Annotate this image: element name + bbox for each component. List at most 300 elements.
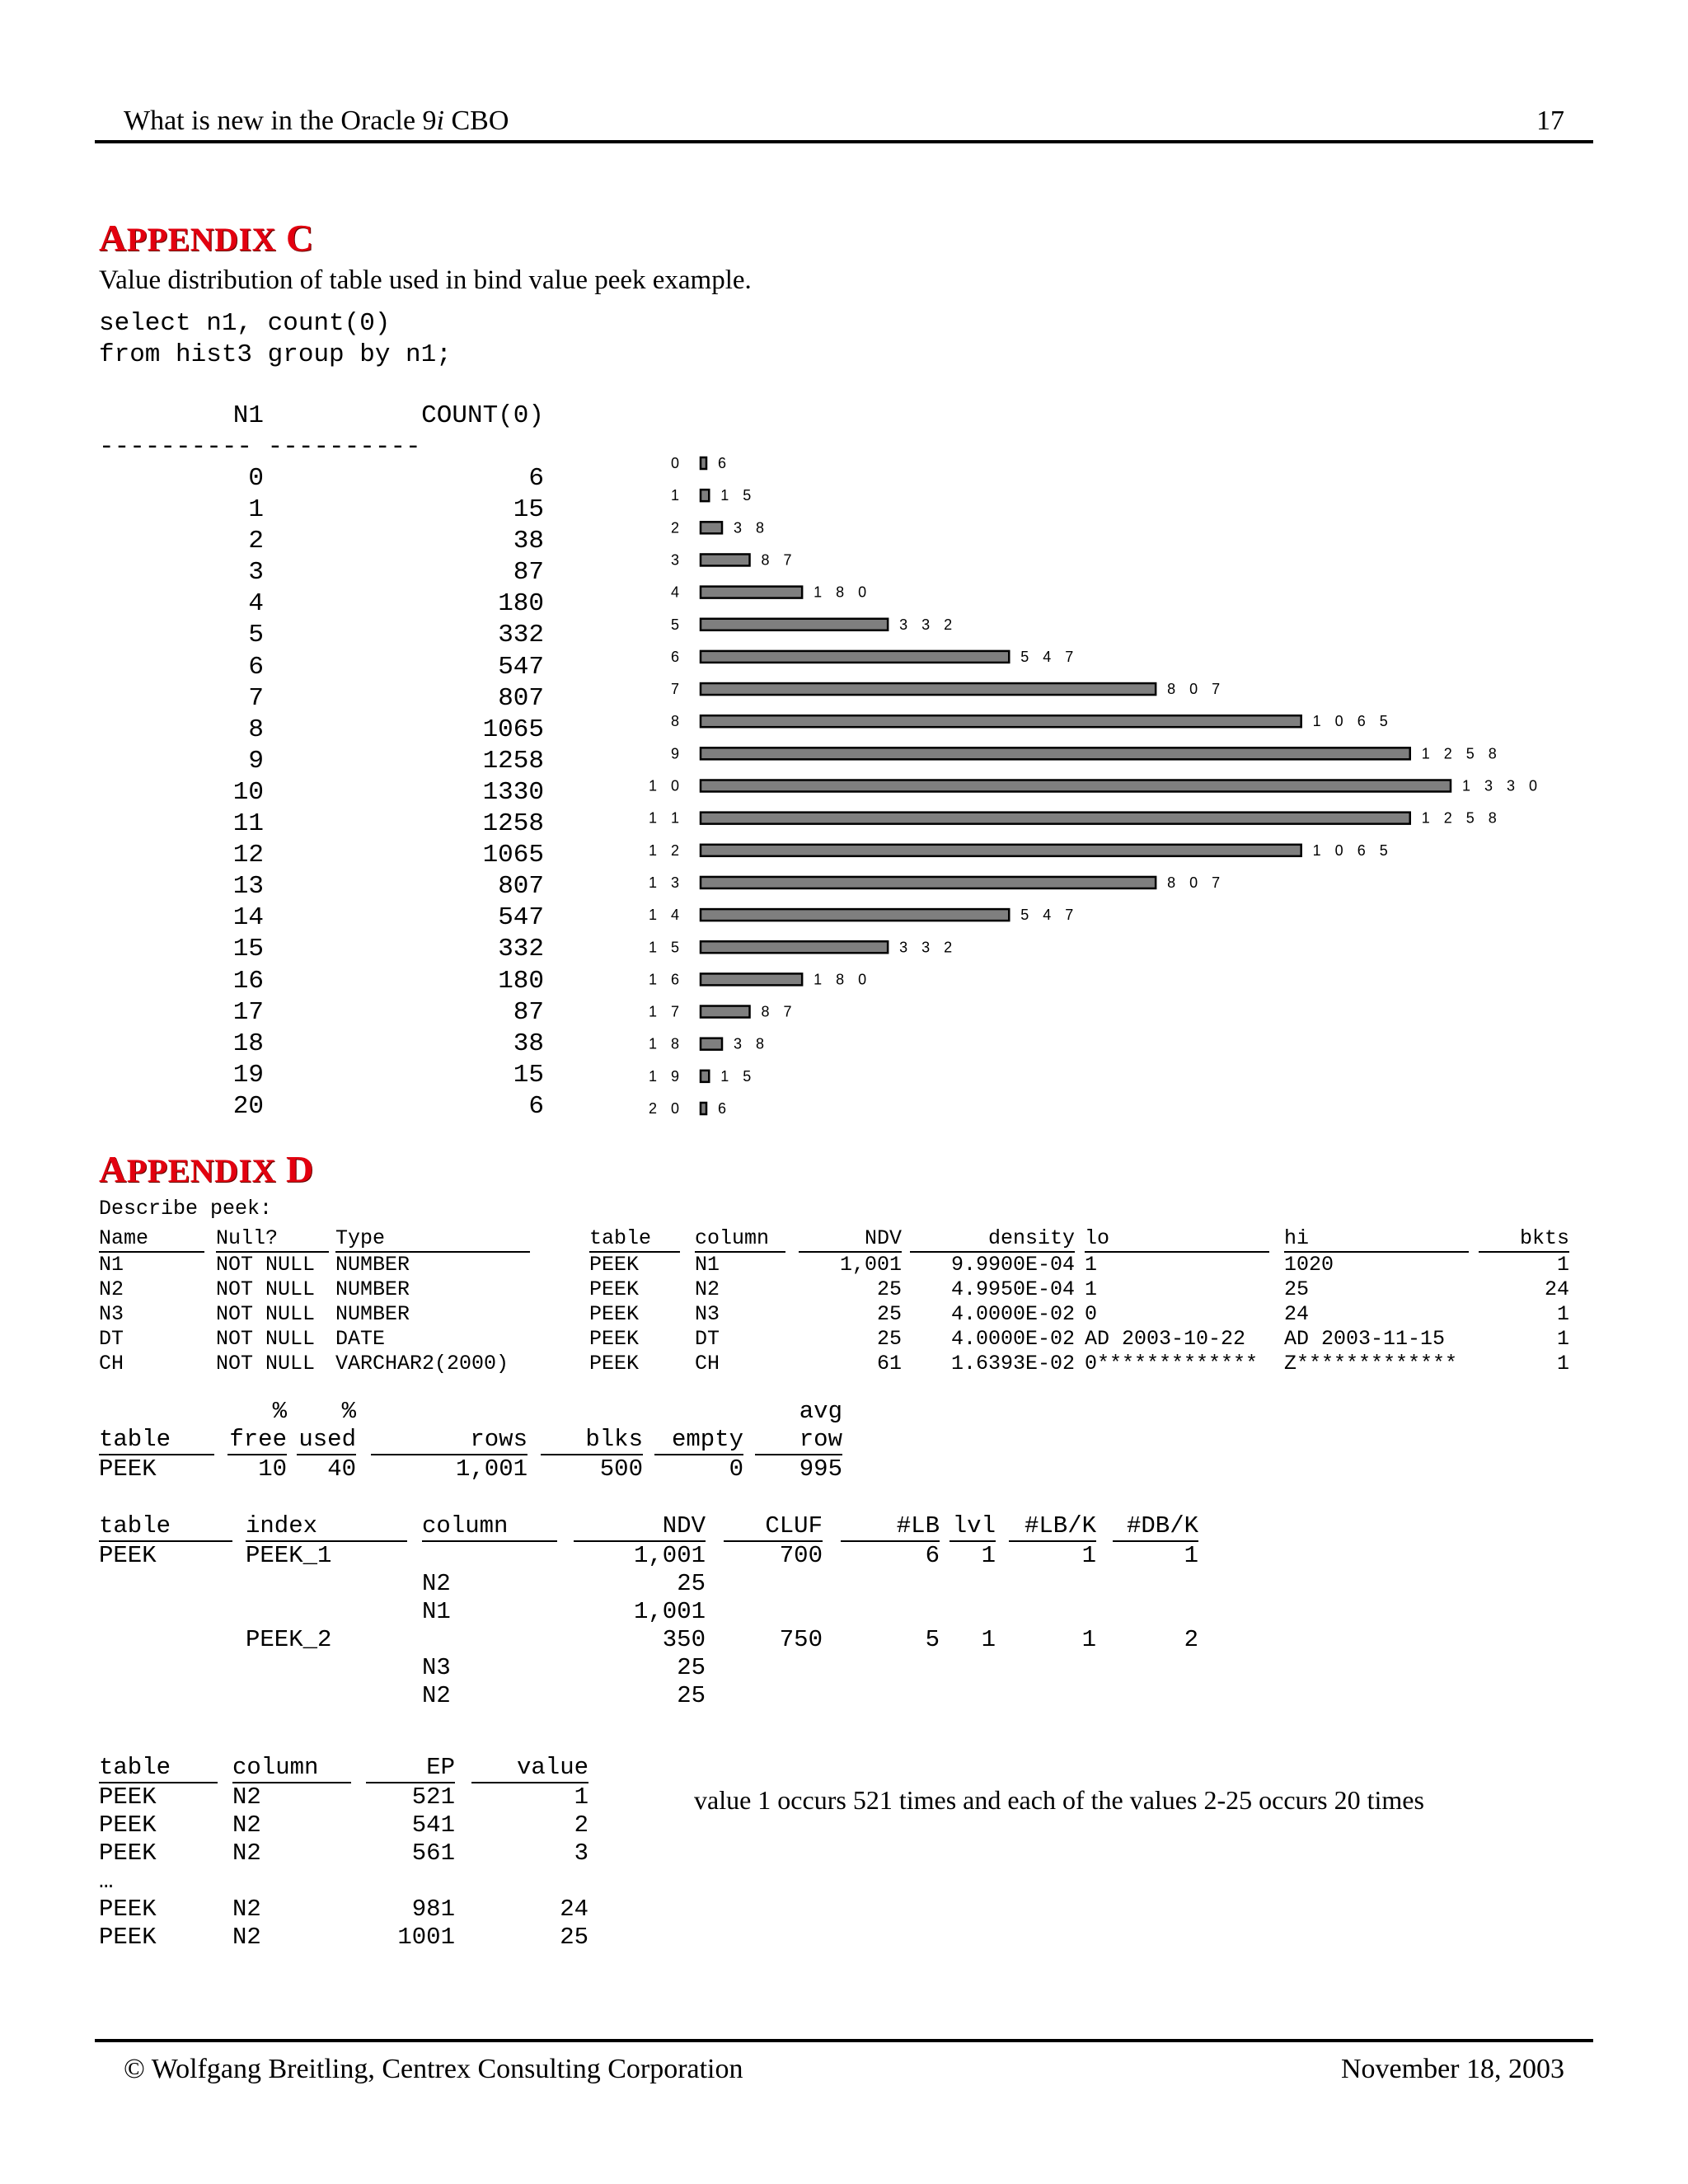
- table-header-cell: empty: [654, 1426, 743, 1455]
- table-cell: 25: [677, 1682, 706, 1709]
- chart-category-label: 1 9: [648, 1067, 684, 1085]
- distribution-bar-chart: [626, 449, 1566, 1129]
- table-header-cell: CLUF: [724, 1512, 823, 1542]
- table-header-cell: used: [297, 1426, 356, 1455]
- chart-value-label: 8 7: [761, 1003, 797, 1020]
- table-cell: PEEK: [99, 1840, 157, 1867]
- table-row: [99, 1253, 1569, 1277]
- table-cell: [950, 1654, 996, 1682]
- chart-bar: [701, 490, 709, 501]
- count-row: [99, 777, 544, 808]
- table-header-cell: NDV: [574, 1512, 706, 1542]
- table-cell: NUMBER: [335, 1277, 410, 1301]
- chart-bar: [701, 522, 722, 533]
- table-header-cell: table: [99, 1754, 218, 1783]
- chart-bar: [701, 877, 1156, 888]
- table-cell: [950, 1570, 996, 1598]
- count-row: [99, 997, 544, 1029]
- table-cell: 25: [677, 1570, 706, 1597]
- table-cell: 4.0000E-02: [950, 1327, 1075, 1351]
- header-rule: [95, 140, 1593, 143]
- table-cell: [1113, 1654, 1198, 1682]
- count-value: 807: [498, 683, 544, 713]
- chart-bar: [701, 651, 1009, 663]
- chart-value-label: 3 8: [734, 1035, 770, 1052]
- appendix-c-heading: [99, 216, 314, 260]
- n1-value: 1: [248, 495, 264, 525]
- table-row: [99, 1302, 1569, 1327]
- footer-copyright: © Wolfgang Breitling, Centrex Consulting Corporation: [124, 2054, 743, 2084]
- chart-category-label: 1 8: [648, 1035, 684, 1052]
- chart-value-label: 1 5: [720, 487, 757, 504]
- n1-value: 6: [248, 652, 264, 682]
- table-cell: NOT NULL: [216, 1327, 316, 1351]
- count-row: [99, 1091, 544, 1122]
- table-row: [99, 1924, 588, 1952]
- table-cell: 10: [258, 1455, 287, 1483]
- count-row: [99, 840, 544, 871]
- table-cell: N3: [99, 1302, 124, 1326]
- count-value: 6: [528, 464, 544, 493]
- count-row: [99, 652, 544, 683]
- count-row: [99, 526, 544, 557]
- table-cell: 1,001: [633, 1598, 706, 1625]
- n1-value: 5: [248, 621, 264, 650]
- table-cell: 9.9900E-04: [950, 1253, 1075, 1277]
- table-cell: 3: [574, 1840, 588, 1867]
- header-title: [124, 105, 509, 137]
- count-row: [99, 715, 544, 746]
- chart-bar: [701, 554, 750, 565]
- table-cell: DATE: [335, 1327, 386, 1351]
- count-value: 180: [498, 589, 544, 619]
- table-header-row: [99, 1226, 1569, 1253]
- chart-bar: [701, 813, 1410, 824]
- n1-value: 3: [248, 558, 264, 588]
- n1-value: 12: [232, 841, 264, 870]
- table-cell: PEEK: [99, 1896, 157, 1923]
- table-cell: 25: [876, 1277, 902, 1301]
- count-value: 332: [498, 621, 544, 650]
- table-cell: 1: [1081, 1542, 1096, 1569]
- histogram-table: [99, 1754, 588, 1952]
- table-cell: [99, 1626, 232, 1654]
- table-cell: 1: [1556, 1352, 1569, 1376]
- table-cell: PEEK: [99, 1783, 157, 1811]
- table-header-cell: free: [227, 1426, 287, 1455]
- table-row: [99, 1277, 1569, 1302]
- n1-value: 11: [232, 809, 264, 839]
- table-header-cell: Type: [335, 1226, 530, 1253]
- table-header-cell: index: [246, 1512, 407, 1542]
- table-header-cell: column: [232, 1754, 351, 1783]
- table-cell: PEEK: [99, 1924, 157, 1951]
- table-header-cell: column: [422, 1512, 557, 1542]
- table-cell: N2: [422, 1570, 451, 1597]
- table-cell: NOT NULL: [216, 1352, 316, 1376]
- table-header-cell: #LB/K: [1009, 1512, 1096, 1542]
- count-row: [99, 746, 544, 777]
- table-cell: PEEK_2: [246, 1626, 332, 1653]
- chart-bar: [701, 973, 802, 985]
- table-cell: [366, 1868, 455, 1896]
- count-value: 547: [498, 652, 544, 682]
- chart-category-label: 1 6: [648, 971, 684, 988]
- table-cell: [841, 1654, 940, 1682]
- count-value: 6: [528, 1091, 544, 1121]
- table-row: [99, 1455, 842, 1483]
- table-cell: [1113, 1598, 1198, 1626]
- chart-category-label: 1 3: [648, 874, 684, 891]
- sql-line: from hist3 group by n1;: [99, 340, 452, 369]
- table-cell: [246, 1598, 407, 1626]
- chart-value-label: 1 8 0: [814, 971, 872, 988]
- chart-bar: [701, 1038, 722, 1050]
- table-cell: N2: [99, 1277, 124, 1301]
- table-row: [99, 1783, 588, 1811]
- table-header-cell: lvl: [950, 1512, 996, 1542]
- table-cell: PEEK: [99, 1542, 157, 1569]
- table-cell: [1009, 1654, 1096, 1682]
- table-cell: N2: [232, 1896, 261, 1923]
- table-cell: 2: [574, 1811, 588, 1839]
- table-cell: 750: [779, 1626, 823, 1653]
- chart-bar: [701, 941, 888, 953]
- table-cell: 1: [1556, 1327, 1569, 1351]
- table-cell: [724, 1570, 823, 1598]
- table-cell: 25: [876, 1302, 902, 1326]
- appendix-c-rest: PPENDIX: [126, 221, 277, 258]
- table-cell: 2: [1184, 1626, 1198, 1653]
- sql-query: [99, 308, 452, 371]
- table-cell: NOT NULL: [216, 1277, 316, 1301]
- table-cell: DT: [99, 1327, 124, 1351]
- table-cell: NUMBER: [335, 1302, 410, 1326]
- table-cell: 700: [779, 1542, 823, 1569]
- table-header-cell: NDV: [799, 1226, 902, 1253]
- table-header-cell: table: [99, 1512, 232, 1542]
- table-cell: [724, 1598, 823, 1626]
- table-cell: DT: [695, 1327, 720, 1351]
- count-value: 1065: [482, 715, 544, 744]
- count-row: [99, 871, 544, 902]
- chart-value-label: 8 0 7: [1167, 681, 1226, 698]
- count-row: [99, 902, 544, 934]
- table-cell: N3: [695, 1302, 720, 1326]
- chart-category-label: 4: [670, 583, 684, 601]
- chart-value-label: 1 0 6 5: [1312, 713, 1393, 730]
- table-row: [99, 1682, 1198, 1710]
- table-cell: 1001: [397, 1924, 455, 1951]
- table-cell: 1: [1184, 1542, 1198, 1569]
- header-dashes: ---------- ----------: [99, 433, 421, 462]
- table-cell: AD 2003-11-15: [1284, 1327, 1446, 1351]
- chart-value-label: 6: [718, 1100, 732, 1117]
- table-cell: N1: [422, 1598, 451, 1625]
- footer-rule: [95, 2039, 1593, 2042]
- count-row: [99, 1060, 544, 1091]
- appendix-d-rest: PPENDIX: [126, 1152, 277, 1189]
- table-cell: 25: [1284, 1277, 1310, 1301]
- appendix-c-cap: A: [99, 217, 127, 259]
- table-cell: 1: [981, 1626, 996, 1653]
- count-row: [99, 1029, 544, 1060]
- table-row: [99, 1598, 1198, 1626]
- table-cell: 1: [574, 1783, 588, 1811]
- table-cell: [371, 1398, 528, 1426]
- count-value: 38: [513, 1029, 544, 1058]
- table-cell: 24: [1544, 1277, 1569, 1301]
- table-cell: 40: [327, 1455, 356, 1483]
- chart-bar: [701, 1103, 706, 1114]
- chart-bar: [701, 909, 1009, 921]
- table-row: [99, 1868, 588, 1896]
- table-cell: [232, 1868, 351, 1896]
- col-n1: N1: [232, 401, 264, 430]
- table-cell: [99, 1682, 232, 1710]
- table-cell: 0: [729, 1455, 743, 1483]
- table-cell: 1,001: [839, 1253, 902, 1277]
- chart-category-label: 1 5: [648, 939, 684, 956]
- table-cell: PEEK: [589, 1352, 640, 1376]
- table-cell: PEEK_1: [246, 1542, 332, 1569]
- table-header-cell: table: [99, 1426, 214, 1455]
- table-cell: [422, 1626, 557, 1654]
- table-cell: N2: [232, 1924, 261, 1951]
- table-cell: [541, 1398, 643, 1426]
- table-cell: 0: [1085, 1302, 1098, 1326]
- table-cell: %: [341, 1398, 356, 1425]
- table-cell: PEEK: [589, 1327, 640, 1351]
- table-cell: 995: [799, 1455, 842, 1483]
- table-cell: PEEK: [99, 1811, 157, 1839]
- table-cell: AD 2003-10-22: [1085, 1327, 1246, 1351]
- n1-value: 17: [232, 997, 264, 1027]
- table-header-cell: row: [755, 1426, 842, 1455]
- chart-value-label: 1 5: [720, 1067, 757, 1085]
- table-cell: [1009, 1682, 1096, 1710]
- table-cell: 500: [599, 1455, 643, 1483]
- n1-value: 4: [248, 589, 264, 619]
- table-cell: 1.6393E-02: [950, 1352, 1075, 1376]
- table-cell: N2: [232, 1840, 261, 1867]
- table-cell: Z*************: [1284, 1352, 1458, 1376]
- chart-category-label: 7: [670, 681, 684, 698]
- count-value: 15: [513, 1060, 544, 1090]
- table-cell: [841, 1570, 940, 1598]
- chart-bar: [701, 1006, 750, 1018]
- table-cell: N1: [99, 1253, 124, 1277]
- table-header-row: [99, 1754, 588, 1783]
- table-row: [99, 1896, 588, 1924]
- chart-bar: [701, 748, 1410, 759]
- describe-label: Describe peek:: [99, 1197, 273, 1221]
- table-cell: 981: [411, 1896, 455, 1923]
- chart-value-label: 1 2 5 8: [1421, 809, 1502, 827]
- chart-bar: [701, 619, 888, 630]
- table-row: [99, 1840, 588, 1868]
- table-header-cell: column: [695, 1226, 785, 1253]
- table-header-cell: value: [471, 1754, 588, 1783]
- n1-value: 20: [232, 1091, 264, 1121]
- n1-value: 10: [232, 777, 264, 807]
- table-preheader-row: [99, 1398, 842, 1426]
- n1-value: 14: [232, 903, 264, 933]
- table-cell: [99, 1598, 232, 1626]
- table-cell: …: [99, 1868, 114, 1895]
- table-cell: [246, 1654, 407, 1682]
- table-cell: N1: [695, 1253, 720, 1277]
- table-cell: PEEK: [589, 1277, 640, 1301]
- table-cell: [99, 1398, 214, 1426]
- table-cell: [422, 1542, 557, 1570]
- table-header-row: [99, 1426, 842, 1455]
- n1-value: 0: [248, 464, 264, 493]
- chart-bar: [701, 457, 706, 469]
- table-cell: 4.0000E-02: [950, 1302, 1075, 1326]
- chart-category-label: 3: [670, 551, 684, 569]
- table-cell: [841, 1682, 940, 1710]
- n1-value: 16: [232, 966, 264, 996]
- table-row: [99, 1327, 1569, 1352]
- count-value: 807: [498, 872, 544, 902]
- count-table-header: [99, 401, 544, 463]
- table-header-cell: lo: [1085, 1226, 1269, 1253]
- table-cell: N2: [232, 1783, 261, 1811]
- table-cell: 24: [1284, 1302, 1310, 1326]
- table-cell: [99, 1570, 232, 1598]
- table-cell: [1009, 1570, 1096, 1598]
- appendix-d-letter: D: [276, 1148, 314, 1190]
- chart-category-label: 2: [670, 519, 684, 537]
- footer-date: November 18, 2003: [1340, 2054, 1564, 2084]
- table-header-cell: #LB: [841, 1512, 940, 1542]
- table-cell: NOT NULL: [216, 1253, 316, 1277]
- table-cell: 24: [560, 1896, 588, 1923]
- column-stats-table: [99, 1226, 1569, 1376]
- table-cell: N3: [422, 1654, 451, 1681]
- count-row: [99, 808, 544, 840]
- table-cell: [950, 1598, 996, 1626]
- n1-value: 18: [232, 1029, 264, 1058]
- count-value: 15: [513, 495, 544, 525]
- chart-category-label: 1 1: [648, 809, 684, 827]
- table-cell: PEEK: [99, 1455, 157, 1483]
- count-value: 1065: [482, 841, 544, 870]
- table-header-cell: hi: [1284, 1226, 1469, 1253]
- count-row: [99, 934, 544, 965]
- chart-category-label: 1 0: [648, 777, 684, 794]
- n1-value: 2: [248, 527, 264, 556]
- n1-value: 8: [248, 715, 264, 744]
- chart-value-label: 6: [718, 455, 732, 471]
- table-cell: 1,001: [633, 1542, 706, 1569]
- table-cell: 5: [925, 1626, 940, 1653]
- chart-category-label: 9: [670, 745, 684, 762]
- index-stats-table: [99, 1512, 1198, 1710]
- chart-bar: [701, 845, 1301, 856]
- table-cell: PEEK: [589, 1302, 640, 1326]
- table-row: [99, 1654, 1198, 1682]
- count-row: [99, 494, 544, 526]
- table-cell: [1009, 1598, 1096, 1626]
- chart-value-label: 5 4 7: [1020, 907, 1079, 924]
- header-title-pre: What is new in the Oracle 9: [124, 105, 437, 136]
- n1-value: 9: [248, 746, 264, 776]
- sql-line: select n1, count(0): [99, 309, 391, 338]
- table-header-cell: Name: [99, 1226, 204, 1253]
- chart-category-label: 2 0: [648, 1100, 684, 1117]
- n1-value: 13: [232, 872, 264, 902]
- table-row: [99, 1542, 1198, 1570]
- table-cell: 6: [925, 1542, 940, 1569]
- chart-value-label: 5 4 7: [1020, 648, 1079, 665]
- table-row: [99, 1352, 1569, 1376]
- table-cell: avg: [799, 1398, 842, 1425]
- chart-value-label: 1 3 3 0: [1462, 777, 1543, 794]
- table-cell: 1: [1085, 1277, 1098, 1301]
- count-row: [99, 463, 544, 494]
- count-row: [99, 620, 544, 651]
- chart-category-label: 1 2: [648, 841, 684, 859]
- count-value: 332: [498, 935, 544, 964]
- table-cell: [1113, 1682, 1198, 1710]
- table-cell: [246, 1682, 407, 1710]
- table-cell: 1: [981, 1542, 996, 1569]
- table-cell: [950, 1682, 996, 1710]
- table-cell: [99, 1654, 232, 1682]
- table-cell: [654, 1398, 743, 1426]
- table-row: [99, 1570, 1198, 1598]
- chart-category-label: 1 4: [648, 907, 684, 924]
- n1-value: 7: [248, 683, 264, 713]
- table-cell: 1,001: [455, 1455, 528, 1483]
- chart-value-label: 1 8 0: [814, 583, 872, 601]
- histogram-note: value 1 occurs 521 times and each of the values 2-25 occurs 20 times: [694, 1785, 1424, 1815]
- count-value: 1258: [482, 809, 544, 839]
- table-cell: 541: [411, 1811, 455, 1839]
- chart-category-label: 8: [670, 713, 684, 730]
- chart-category-label: 6: [670, 648, 684, 665]
- table-cell: 61: [876, 1352, 902, 1376]
- chart-value-label: 8 0 7: [1167, 874, 1226, 891]
- count-value: 1330: [482, 777, 544, 807]
- table-row: [99, 1811, 588, 1840]
- chart-category-label: 1 7: [648, 1003, 684, 1020]
- chart-bar: [701, 587, 802, 598]
- table-header-cell: Null?: [216, 1226, 329, 1253]
- table-cell: [841, 1598, 940, 1626]
- chart-bar: [701, 715, 1301, 727]
- table-cell: 521: [411, 1783, 455, 1811]
- count-value: 87: [513, 558, 544, 588]
- count-row: [99, 683, 544, 715]
- count-value: 547: [498, 903, 544, 933]
- table-cell: N2: [232, 1811, 261, 1839]
- table-cell: 25: [677, 1654, 706, 1681]
- chart-category-label: 0: [670, 455, 684, 471]
- chart-bar: [701, 1071, 709, 1082]
- count-value: 180: [498, 966, 544, 996]
- chart-bar: [701, 780, 1451, 792]
- table-cell: [1113, 1570, 1198, 1598]
- table-cell: 1: [1085, 1253, 1098, 1277]
- chart-category-label: 5: [670, 616, 684, 633]
- count-value: 1258: [482, 746, 544, 776]
- table-stats-table: [99, 1398, 842, 1483]
- table-cell: 1020: [1284, 1253, 1334, 1277]
- chart-bar: [701, 683, 1156, 695]
